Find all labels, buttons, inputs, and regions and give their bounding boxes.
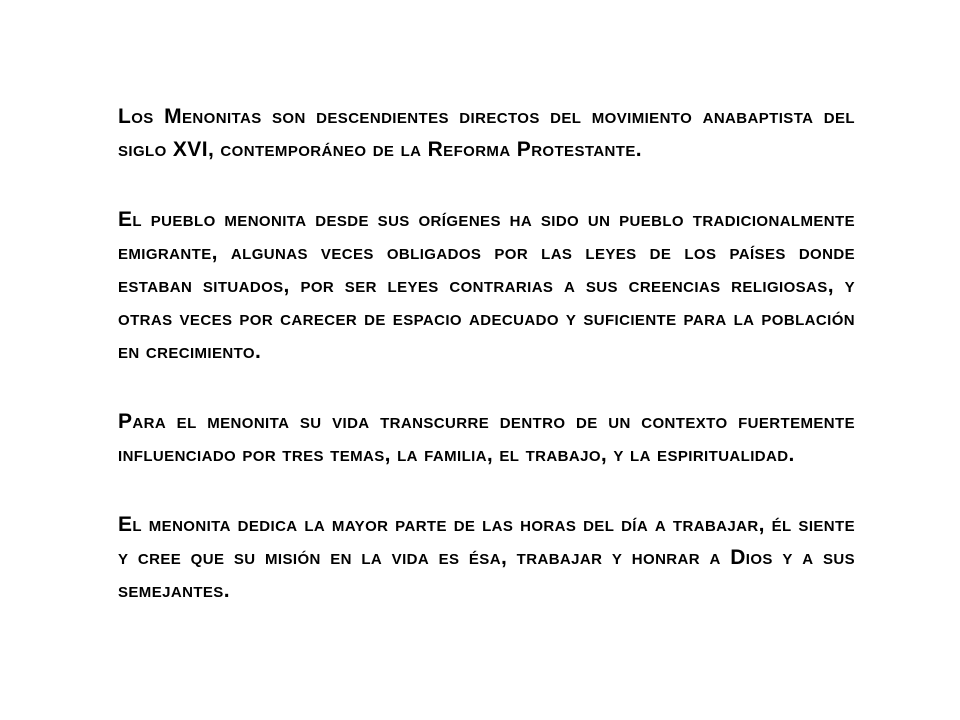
paragraph-emigration: El pueblo menonita desde sus orígenes ha sido un pueblo tradicionalmente emigrante, algunas veces obligados por las leyes de los países donde estaban situados, por ser leyes contrarias a sus creencias religiosas, y otras veces por carecer de espacio adecuado y suficiente para la población en crecimiento.	[118, 208, 855, 363]
slide-body	[118, 100, 855, 607]
paragraph-work: El menonita dedica la mayor parte de las horas del día a trabajar, él siente y cree que su misión en la vida es ésa, trabajar y honrar a Dios y a sus semejantes.	[118, 513, 855, 602]
paragraph-origins: Los Menonitas son descendientes directos del movimiento anabaptista del siglo XVI, contemporáneo de la Reforma Protestante.	[118, 105, 855, 161]
paragraph-life-themes: Para el menonita su vida transcurre dentro de un contexto fuertemente influenciado por tres temas, la familia, el trabajo, y la espiritualidad.	[118, 410, 855, 466]
